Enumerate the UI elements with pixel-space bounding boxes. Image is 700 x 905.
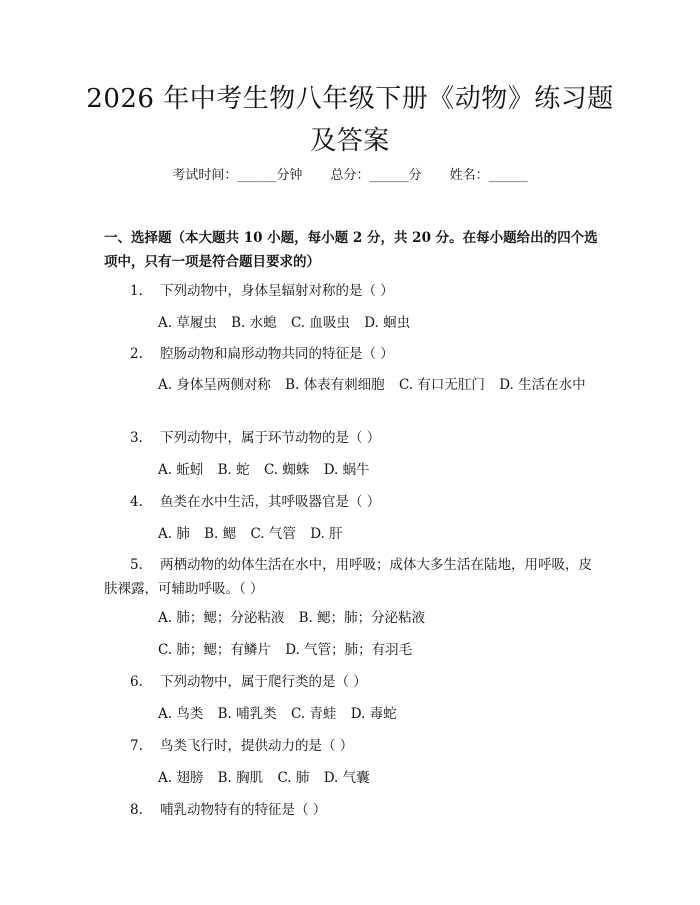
option-b: B. 胸肌 xyxy=(217,770,264,786)
question-5-options-row-1 xyxy=(104,606,600,630)
question-5 xyxy=(104,553,600,601)
option-d: D. 生活在水中 xyxy=(499,377,586,393)
question-text: 哺乳动物特有的特征是（ ） xyxy=(160,802,327,818)
option-c: C. 血吸虫 xyxy=(290,315,350,331)
option-d: D. 气囊 xyxy=(323,770,370,786)
question-number: 6. xyxy=(130,674,143,690)
question-text: 下列动物中，属于环节动物的是（ ） xyxy=(160,430,381,446)
question-number: 2. xyxy=(130,346,143,362)
question-number: 4. xyxy=(130,494,143,510)
question-6-options xyxy=(104,702,600,726)
question-1-options xyxy=(104,311,600,335)
title-line-1: 2026 年中考生物八年级下册《动物》练习题 xyxy=(86,84,614,114)
option-a: A. 身体呈两侧对称 xyxy=(158,377,271,393)
option-a: A. 蚯蚓 xyxy=(158,462,204,478)
question-text: 鸟类飞行时，提供动力的是（ ） xyxy=(160,738,354,754)
question-7 xyxy=(104,734,600,758)
question-3-options xyxy=(104,458,600,482)
option-b: B. 哺乳类 xyxy=(217,706,277,722)
exam-name: 姓名：______ xyxy=(449,168,528,183)
option-a: A. 肺 xyxy=(158,526,190,542)
question-number: 7. xyxy=(130,738,143,754)
option-a: A. 翅膀 xyxy=(158,770,204,786)
option-a: A. 鸟类 xyxy=(158,706,204,722)
question-4-options xyxy=(104,522,600,546)
question-8 xyxy=(104,798,600,822)
option-c: C. 气管 xyxy=(250,526,296,542)
question-6 xyxy=(104,670,600,694)
question-3 xyxy=(104,426,600,450)
option-b: B. 鳃；肺；分泌粘液 xyxy=(298,610,426,626)
question-number: 5. xyxy=(130,557,143,573)
option-d: D. 蛔虫 xyxy=(364,315,411,331)
option-d: D. 蜗牛 xyxy=(323,462,370,478)
exam-score: 总分：______分 xyxy=(330,168,422,183)
document-title xyxy=(0,78,700,162)
question-text: 鱼类在水中生活，其呼吸器官是（ ） xyxy=(160,494,381,510)
option-c: C. 有口无肛门 xyxy=(398,377,485,393)
question-7-options xyxy=(104,766,600,790)
option-b: B. 蛇 xyxy=(217,462,250,478)
question-text: 下列动物中，属于爬行类的是（ ） xyxy=(160,674,367,690)
option-c: C. 青蛙 xyxy=(290,706,337,722)
question-2 xyxy=(104,342,600,366)
question-number: 1. xyxy=(130,283,143,299)
section-heading: 一、选择题（本大题共 10 小题，每小题 2 分，共 20 分。在每小题给出的四个选项中，只有一项是符合题目要求的） xyxy=(104,230,598,270)
question-text: 腔肠动物和扁形动物共同的特征是（ ） xyxy=(160,346,394,362)
title-line-2: 及答案 xyxy=(310,126,390,156)
question-number: 8. xyxy=(130,802,143,818)
option-d: D. 肝 xyxy=(310,526,343,542)
question-text: 两栖动物的幼体生活在水中，用呼吸；成体大多生活在陆地，用呼吸，皮肤裸露，可辅助呼吸。（ ） xyxy=(104,557,592,597)
option-d: D. 毒蛇 xyxy=(350,706,397,722)
option-b: B. 体表有刺细胞 xyxy=(285,377,385,393)
option-c: C. 肺 xyxy=(277,770,310,786)
question-2-options xyxy=(104,373,600,397)
question-number: 3. xyxy=(130,430,143,446)
option-b: B. 水螅 xyxy=(231,315,277,331)
option-a: A. 草履虫 xyxy=(158,315,217,331)
option-c: C. 肺；鳃；有鳞片 xyxy=(158,642,271,658)
question-text: 下列动物中，身体呈辐射对称的是（ ） xyxy=(160,283,394,299)
option-c: C. 蜘蛛 xyxy=(263,462,310,478)
exam-time: 考试时间：______分钟 xyxy=(172,168,303,183)
option-b: B. 鳃 xyxy=(204,526,237,542)
question-1 xyxy=(104,279,600,303)
option-a: A. 肺；鳃；分泌粘液 xyxy=(158,610,285,626)
question-4 xyxy=(104,490,600,514)
option-d: D. 气管；肺；有羽毛 xyxy=(285,642,413,658)
question-5-options-row-2 xyxy=(104,638,600,662)
exam-meta xyxy=(0,166,700,186)
